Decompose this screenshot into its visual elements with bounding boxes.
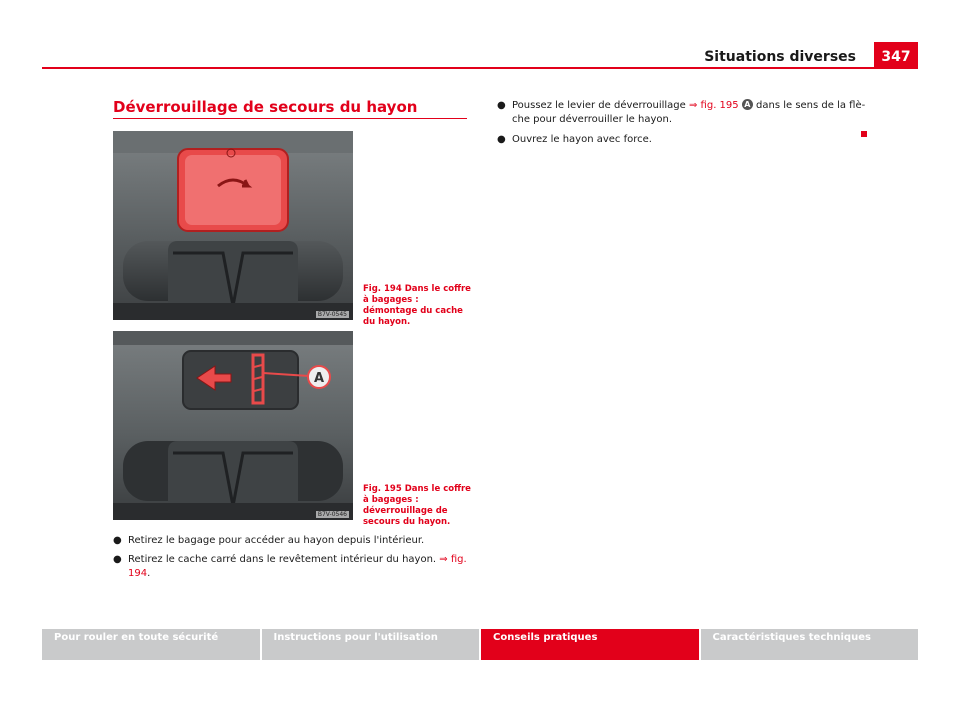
bullet-dot: ● [113,554,122,565]
figure-195-callout: A [313,371,325,386]
bullet-dot: ● [497,134,506,145]
figure-194-code: B7V-0545 [317,311,347,318]
figure-195-image [113,331,353,520]
footer-tab-instructions[interactable]: Instructions pour l'utilisation [262,629,482,660]
fig-195-link[interactable]: ⇒ fig. 195 [688,100,739,111]
footer-tab-conseils[interactable]: Conseils pratiques [481,629,701,660]
bullet-text-cont: dans le sens de la flèche pour déverrouiller le hayon. [512,100,866,125]
list-item [497,99,867,127]
list-item [497,133,867,147]
bullet-dot: ● [113,535,122,546]
figure-194-caption: Fig. 194 Dans le coffre à bagages : démontage du cache du hayon. [363,284,471,327]
section-title: Déverrouillage de secours du hayon [113,98,418,116]
bullet-text: Ouvrez le hayon avec force. [512,134,652,145]
bullet-text: Retirez le cache carré dans le revêtement intérieur du hayon. [128,554,440,565]
footer-nav [42,629,918,660]
footer-tab-caracteristiques[interactable]: Caractéristiques techniques [701,629,919,660]
footer-tab-securite[interactable]: Pour rouler en toute sécurité [42,629,262,660]
left-bullet-list [113,534,483,586]
bullet-text: Retirez le bagage pour accéder au hayon depuis l'intérieur. [128,535,425,546]
fig-194-link[interactable]: ⇒ fig. 194 [128,554,467,579]
bullet-end: . [147,568,151,579]
section-rule [113,118,467,119]
bullet-text: Poussez le levier de déverrouillage [512,100,689,111]
list-item [113,534,483,548]
figure-194-image [113,131,353,320]
marker-a: A [742,99,753,110]
bullet-dot: ● [497,100,506,111]
right-bullet-list [497,99,867,153]
header-title: Situations diverses [704,49,856,65]
header-rule [42,67,918,69]
figure-195-code: B7V-0546 [317,511,347,518]
figure-195-caption: Fig. 195 Dans le coffre à bagages : déverrouillage de secours du hayon. [363,484,471,527]
list-item [113,553,483,581]
page-number: 347 [874,42,918,68]
section-end-marker [861,131,867,137]
